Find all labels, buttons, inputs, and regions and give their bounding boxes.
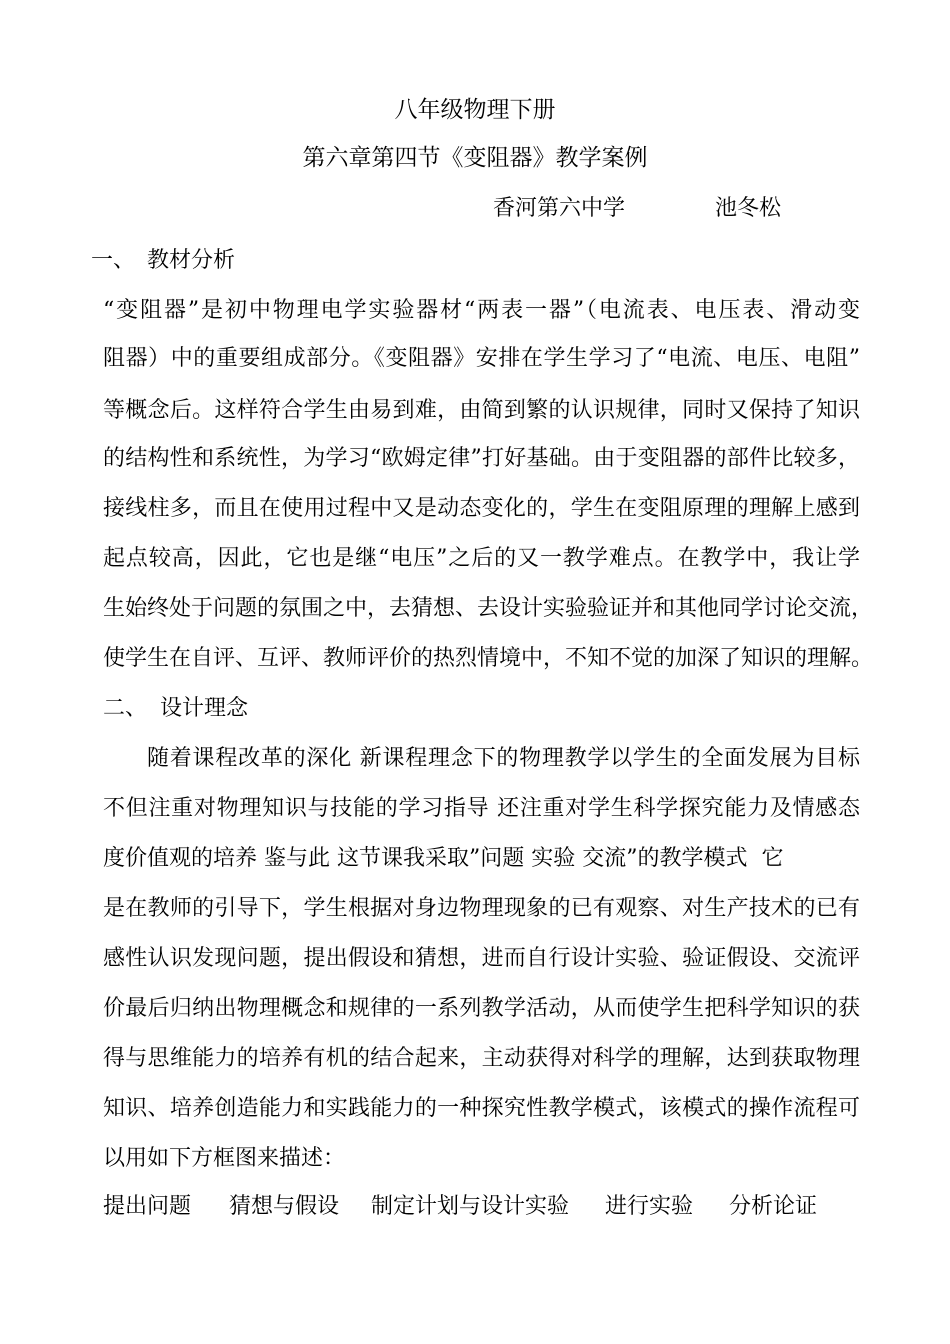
document-subtitle: 第六章第四节《变阻器》教学案例: [302, 145, 648, 171]
flow-step: 提出问题: [103, 1194, 192, 1219]
section-2-number: 二、: [103, 696, 148, 721]
section-2-line: 得与思维能力的培养有机的结合起来，主动获得对科学的理解，达到获取物理: [103, 1046, 860, 1071]
section-2-line: 知识、培养创造能力和实践能力的一种探究性教学模式，该模式的操作流程可: [103, 1096, 860, 1121]
section-1-line: 等概念后。这样符合学生由易到难，由简到繁的认识规律，同时又保持了知识: [103, 398, 860, 423]
section-1-heading: 教材分析: [147, 248, 236, 273]
section-2-line: 是在教师的引导下，学生根据对身边物理现象的已有观察、对生产技术的已有: [103, 896, 860, 921]
document-title: 八年级物理下册: [394, 97, 556, 123]
author-name: 池冬松: [715, 196, 782, 221]
section-1-line: 使学生在自评、互评、教师评价的热烈情境中，不知不觉的加深了知识的理解。: [103, 646, 874, 671]
section-1-line: 生始终处于问题的氛围之中，去猜想、去设计实验验证并和其他同学讨论交流，: [103, 596, 874, 621]
flow-step: 进行实验: [605, 1194, 694, 1219]
flow-step: 分析论证: [729, 1194, 818, 1219]
flow-step: 制定计划与设计实验: [371, 1194, 570, 1219]
section-1-line: “变阻器”是初中物理电学实验器材“两表一器”（电流表、电压表、滑动变: [103, 298, 860, 323]
author-school: 香河第六中学: [493, 196, 626, 221]
flow-step: 猜想与假设: [229, 1194, 340, 1219]
section-2-line: 以用如下方框图来描述：: [103, 1146, 346, 1171]
section-2-line: 度价值观的培养 鉴与此 这节课我采取”问题 实验 交流”的教学模式 它: [103, 846, 784, 871]
section-1-line: 阻器）中的重要组成部分。《变阻器》安排在学生学习了“电流、电压、电阻”: [103, 346, 860, 371]
section-1-number: 一、: [91, 248, 136, 273]
section-2-heading: 设计理念: [160, 696, 249, 721]
section-1-line: 起点较高，因此，它也是继“电压”之后的又一教学难点。在教学中，我让学: [103, 546, 860, 571]
section-2-line: 不但注重对物理知识与技能的学习指导 还注重对学生科学探究能力及情感态: [103, 796, 860, 821]
section-2-line: 随着课程改革的深化 新课程理念下的物理教学以学生的全面发展为目标: [147, 746, 860, 771]
section-1-line: 的结构性和系统性，为学习“欧姆定律”打好基础。由于变阻器的部件比较多，: [103, 446, 860, 471]
section-2-line: 感性认识发现问题，提出假设和猜想，进而自行设计实验、验证假设、交流评: [103, 946, 860, 971]
section-2-line: 价最后归纳出物理概念和规律的一系列教学活动，从而使学生把科学知识的获: [103, 996, 860, 1021]
section-1-line: 接线柱多，而且在使用过程中又是动态变化的，学生在变阻原理的理解上感到: [103, 496, 860, 521]
